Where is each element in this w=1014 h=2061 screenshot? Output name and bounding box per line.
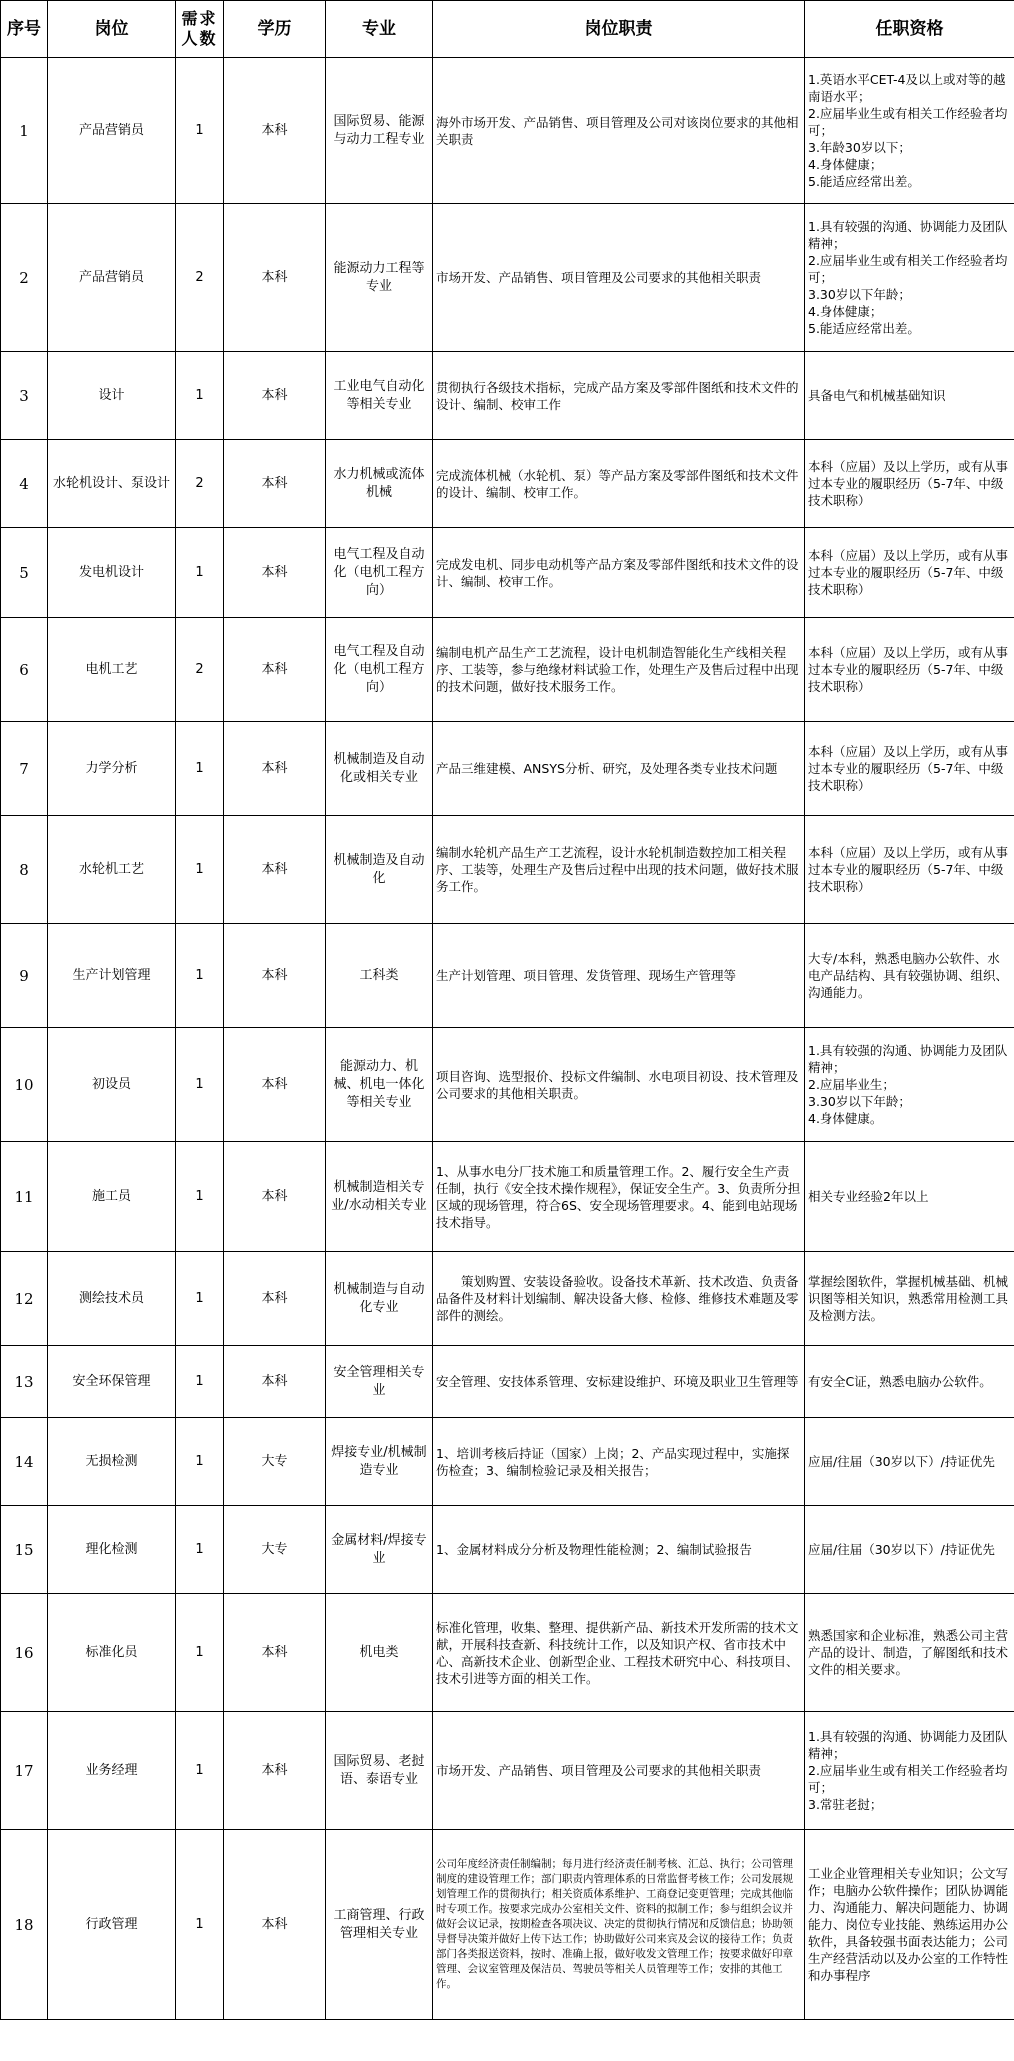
qualification-line: 4.身体健康。 bbox=[808, 1111, 883, 1126]
qualification-line: 熟悉国家和企业标准，熟悉公司主营产品的设计、制造，了解图纸和技术文件的相关要求。 bbox=[808, 1628, 1009, 1677]
qualifications-cell bbox=[805, 618, 1014, 722]
qualification-line: 本科（应届）及以上学历，或有从事过本专业的履职经历（5-7年、中级技术职称） bbox=[808, 845, 1009, 894]
seq-cell: 17 bbox=[1, 1712, 48, 1830]
qualifications-cell bbox=[805, 204, 1014, 352]
seq-cell: 9 bbox=[1, 924, 48, 1028]
header-education: 学历 bbox=[224, 1, 326, 58]
seq-cell: 3 bbox=[1, 352, 48, 440]
qualifications-cell bbox=[805, 1418, 1014, 1506]
qualification-line: 有安全C证，熟悉电脑办公软件。 bbox=[808, 1374, 992, 1389]
position-cell: 初设员 bbox=[48, 1028, 176, 1142]
qualification-line: 1.英语水平CET-4及以上或对等的越南语水平； bbox=[808, 72, 1006, 104]
position-cell: 产品营销员 bbox=[48, 58, 176, 204]
table-row bbox=[1, 528, 1014, 618]
education-cell: 本科 bbox=[224, 1712, 326, 1830]
seq-cell: 6 bbox=[1, 618, 48, 722]
qualifications-cell bbox=[805, 816, 1014, 924]
education-cell: 本科 bbox=[224, 528, 326, 618]
table-row bbox=[1, 1830, 1014, 2020]
qualification-line: 应届/往届（30岁以下）/持证优先 bbox=[808, 1454, 995, 1469]
position-cell: 无损检测 bbox=[48, 1418, 176, 1506]
education-cell: 本科 bbox=[224, 1252, 326, 1346]
qualifications-cell bbox=[805, 1346, 1014, 1418]
qualifications-cell bbox=[805, 440, 1014, 528]
position-cell: 业务经理 bbox=[48, 1712, 176, 1830]
table-row bbox=[1, 1506, 1014, 1594]
count-cell: 1 bbox=[176, 1028, 224, 1142]
education-cell: 本科 bbox=[224, 618, 326, 722]
qualification-line: 3.30岁以下年龄； bbox=[808, 1094, 911, 1109]
major-cell: 水力机械或流体机械 bbox=[326, 440, 433, 528]
qualification-line: 2.应届毕业生或有相关工作经验者均可； bbox=[808, 253, 1008, 285]
qualification-line: 大专/本科，熟悉电脑办公软件、水电产品结构、具有较强协调、组织、沟通能力。 bbox=[808, 951, 1009, 1000]
education-cell: 本科 bbox=[224, 924, 326, 1028]
position-cell: 理化检测 bbox=[48, 1506, 176, 1594]
table-row bbox=[1, 1712, 1014, 1830]
table-row bbox=[1, 722, 1014, 816]
education-cell: 本科 bbox=[224, 1830, 326, 2020]
education-cell: 本科 bbox=[224, 440, 326, 528]
qualification-line: 本科（应届）及以上学历，或有从事过本专业的履职经历（5-7年、中级技术职称） bbox=[808, 459, 1009, 508]
seq-cell: 8 bbox=[1, 816, 48, 924]
education-cell: 本科 bbox=[224, 352, 326, 440]
duties-cell: 编制电机产品生产工艺流程，设计电机制造智能化生产线相关程序、工装等，参与绝缘材料试验工作，处理生产及售后过程中出现的技术问题，做好技术服务工作。 bbox=[433, 618, 805, 722]
qualifications-cell bbox=[805, 1252, 1014, 1346]
major-cell: 金属材料/焊接专业 bbox=[326, 1506, 433, 1594]
header-duties: 岗位职责 bbox=[433, 1, 805, 58]
qualification-line: 3.30岁以下年龄； bbox=[808, 287, 911, 302]
table-row bbox=[1, 924, 1014, 1028]
qualifications-cell bbox=[805, 1142, 1014, 1252]
count-cell: 1 bbox=[176, 816, 224, 924]
qualifications-cell bbox=[805, 1830, 1014, 2020]
education-cell: 本科 bbox=[224, 1028, 326, 1142]
count-cell: 1 bbox=[176, 528, 224, 618]
count-cell: 1 bbox=[176, 1346, 224, 1418]
seq-cell: 14 bbox=[1, 1418, 48, 1506]
count-cell: 2 bbox=[176, 440, 224, 528]
qualification-line: 4.身体健康； bbox=[808, 304, 883, 319]
major-cell: 电气工程及自动化（电机工程方向） bbox=[326, 618, 433, 722]
table-row bbox=[1, 1142, 1014, 1252]
duties-cell: 市场开发、产品销售、项目管理及公司要求的其他相关职责 bbox=[433, 1712, 805, 1830]
header-count: 需求人数 bbox=[176, 1, 224, 58]
seq-cell: 18 bbox=[1, 1830, 48, 2020]
qualification-line: 本科（应届）及以上学历，或有从事过本专业的履职经历（5-7年、中级技术职称） bbox=[808, 645, 1009, 694]
education-cell: 本科 bbox=[224, 204, 326, 352]
header-seq: 序号 bbox=[1, 1, 48, 58]
qualifications-cell bbox=[805, 722, 1014, 816]
table-row bbox=[1, 1028, 1014, 1142]
position-cell: 产品营销员 bbox=[48, 204, 176, 352]
position-cell: 生产计划管理 bbox=[48, 924, 176, 1028]
count-cell: 1 bbox=[176, 924, 224, 1028]
count-cell: 1 bbox=[176, 1712, 224, 1830]
education-cell: 大专 bbox=[224, 1506, 326, 1594]
qualification-line: 掌握绘图软件，掌握机械基础、机械识图等相关知识，熟悉常用检测工具及检测方法。 bbox=[808, 1274, 1009, 1323]
major-cell: 工科类 bbox=[326, 924, 433, 1028]
seq-cell: 12 bbox=[1, 1252, 48, 1346]
seq-cell: 7 bbox=[1, 722, 48, 816]
major-cell: 国际贸易、老挝语、泰语专业 bbox=[326, 1712, 433, 1830]
major-cell: 电气工程及自动化（电机工程方向） bbox=[326, 528, 433, 618]
duties-cell: 完成流体机械（水轮机、泵）等产品方案及零部件图纸和技术文件的设计、编制、校审工作。 bbox=[433, 440, 805, 528]
duties-cell: 市场开发、产品销售、项目管理及公司要求的其他相关职责 bbox=[433, 204, 805, 352]
header-major: 专业 bbox=[326, 1, 433, 58]
count-cell: 1 bbox=[176, 58, 224, 204]
qualification-line: 1.具有较强的沟通、协调能力及团队精神； bbox=[808, 1729, 1008, 1761]
table-row bbox=[1, 1346, 1014, 1418]
count-cell: 1 bbox=[176, 1252, 224, 1346]
count-cell: 1 bbox=[176, 1506, 224, 1594]
qualifications-cell bbox=[805, 352, 1014, 440]
position-cell: 水轮机设计、泵设计 bbox=[48, 440, 176, 528]
major-cell: 国际贸易、能源与动力工程专业 bbox=[326, 58, 433, 204]
qualifications-cell bbox=[805, 1712, 1014, 1830]
header-qualifications: 任职资格 bbox=[805, 1, 1014, 58]
duties-cell: 1、金属材料成分分析及物理性能检测；2、编制试验报告 bbox=[433, 1506, 805, 1594]
count-cell: 1 bbox=[176, 1830, 224, 2020]
qualification-line: 本科（应届）及以上学历，或有从事过本专业的履职经历（5-7年、中级技术职称） bbox=[808, 548, 1009, 597]
duties-cell: 标准化管理，收集、整理、提供新产品、新技术开发所需的技术文献，开展科技查新、科技统计工作，以及知识产权、省市技术中心、高新技术企业、创新型企业、工程技术研究中心、科技项目、技术引进等方面的相关工作。 bbox=[433, 1594, 805, 1712]
qualifications-cell bbox=[805, 1506, 1014, 1594]
seq-cell: 1 bbox=[1, 58, 48, 204]
major-cell: 机械制造与自动化专业 bbox=[326, 1252, 433, 1346]
major-cell: 工业电气自动化等相关专业 bbox=[326, 352, 433, 440]
qualification-line: 2.应届毕业生； bbox=[808, 1077, 895, 1092]
education-cell: 本科 bbox=[224, 1346, 326, 1418]
qualifications-cell bbox=[805, 1028, 1014, 1142]
seq-cell: 5 bbox=[1, 528, 48, 618]
qualification-line: 3.年龄30岁以下； bbox=[808, 140, 911, 155]
qualification-line: 1.具有较强的沟通、协调能力及团队精神； bbox=[808, 219, 1008, 251]
qualification-line: 工业企业管理相关专业知识；公文写作；电脑办公软件操作；团队协调能力、沟通能力、解决问题能力、协调能力、岗位专业技能、熟练运用办公软件，具备较强书面表达能力；公司生产经营活动以及办公室的工作特性和办事程序 bbox=[808, 1866, 1009, 1983]
major-cell: 工商管理、行政管理相关专业 bbox=[326, 1830, 433, 2020]
qualification-line: 本科（应届）及以上学历，或有从事过本专业的履职经历（5-7年、中级技术职称） bbox=[808, 744, 1009, 793]
count-cell: 1 bbox=[176, 1142, 224, 1252]
header-position: 岗位 bbox=[48, 1, 176, 58]
qualification-line: 4.身体健康； bbox=[808, 157, 883, 172]
major-cell: 机械制造相关专业/水动相关专业 bbox=[326, 1142, 433, 1252]
count-cell: 1 bbox=[176, 1418, 224, 1506]
qualifications-cell bbox=[805, 1594, 1014, 1712]
major-cell: 机械制造及自动化或相关专业 bbox=[326, 722, 433, 816]
major-cell: 焊接专业/机械制造专业 bbox=[326, 1418, 433, 1506]
education-cell: 本科 bbox=[224, 1594, 326, 1712]
count-cell: 1 bbox=[176, 1594, 224, 1712]
seq-cell: 16 bbox=[1, 1594, 48, 1712]
duties-cell: 产品三维建模、ANSYS分析、研究，及处理各类专业技术问题 bbox=[433, 722, 805, 816]
education-cell: 本科 bbox=[224, 722, 326, 816]
qualifications-cell bbox=[805, 528, 1014, 618]
position-cell: 标准化员 bbox=[48, 1594, 176, 1712]
table-row bbox=[1, 58, 1014, 204]
position-cell: 设计 bbox=[48, 352, 176, 440]
position-cell: 安全环保管理 bbox=[48, 1346, 176, 1418]
header-row bbox=[1, 1, 1014, 58]
table-row bbox=[1, 204, 1014, 352]
count-cell: 1 bbox=[176, 352, 224, 440]
education-cell: 大专 bbox=[224, 1418, 326, 1506]
duties-cell: 1、从事水电分厂技术施工和质量管理工作。2、履行安全生产责任制，执行《安全技术操作规程》，保证安全生产。3、负责所分担区域的现场管理，符合6S、安全现场管理要求。4、能到电站现场技术指导。 bbox=[433, 1142, 805, 1252]
major-cell: 安全管理相关专业 bbox=[326, 1346, 433, 1418]
education-cell: 本科 bbox=[224, 1142, 326, 1252]
qualification-line: 2.应届毕业生或有相关工作经验者均可； bbox=[808, 1763, 1008, 1795]
qualification-line: 5.能适应经常出差。 bbox=[808, 321, 920, 336]
position-cell: 电机工艺 bbox=[48, 618, 176, 722]
position-cell: 水轮机工艺 bbox=[48, 816, 176, 924]
qualifications-cell bbox=[805, 58, 1014, 204]
table-row bbox=[1, 1252, 1014, 1346]
duties-cell: 完成发电机、同步电动机等产品方案及零部件图纸和技术文件的设计、编制、校审工作。 bbox=[433, 528, 805, 618]
seq-cell: 13 bbox=[1, 1346, 48, 1418]
major-cell: 机械制造及自动化 bbox=[326, 816, 433, 924]
duties-cell: 公司年度经济责任制编制；每月进行经济责任制考核、汇总、执行；公司管理制度的建设管理工作；部门职责内管理体系的日常监督考核工作；公司发展规划管理工作的贯彻执行；相关资质体系维护、工商登记变更管理；完成其他临时专项工作。按要求完成办公室相关文件、资料的拟制工作；参与组织会议并做好会议记录，按期检查各项决议、决定的贯彻执行情况和反馈信息；协助领导督导决策并做好上传下达工作；协助做好公司来宾及会议的接待工作；负责部门各类报送资料，按时、准确上报，做好收发文管理工作；按要求做好印章管理、会议室管理及保洁员、驾驶员等相关人员管理等工作；安排的其他工作。 bbox=[433, 1830, 805, 2020]
position-cell: 行政管理 bbox=[48, 1830, 176, 2020]
duties-cell: 海外市场开发、产品销售、项目管理及公司对该岗位要求的其他相关职责 bbox=[433, 58, 805, 204]
seq-cell: 15 bbox=[1, 1506, 48, 1594]
table-row bbox=[1, 816, 1014, 924]
table-row bbox=[1, 1594, 1014, 1712]
duties-cell: 安全管理、安技体系管理、安标建设维护、环境及职业卫生管理等 bbox=[433, 1346, 805, 1418]
seq-cell: 2 bbox=[1, 204, 48, 352]
major-cell: 机电类 bbox=[326, 1594, 433, 1712]
seq-cell: 11 bbox=[1, 1142, 48, 1252]
major-cell: 能源动力、机械、机电一体化等相关专业 bbox=[326, 1028, 433, 1142]
duties-cell: 1、培训考核后持证（国家）上岗；2、产品实现过程中，实施探伤检查；3、编制检验记录及相关报告； bbox=[433, 1418, 805, 1506]
table-row bbox=[1, 440, 1014, 528]
position-cell: 发电机设计 bbox=[48, 528, 176, 618]
qualifications-cell bbox=[805, 924, 1014, 1028]
qualification-line: 具备电气和机械基础知识 bbox=[808, 388, 946, 403]
position-cell: 施工员 bbox=[48, 1142, 176, 1252]
seq-cell: 10 bbox=[1, 1028, 48, 1142]
position-cell: 力学分析 bbox=[48, 722, 176, 816]
qualification-line: 1.具有较强的沟通、协调能力及团队精神； bbox=[808, 1043, 1008, 1075]
qualification-line: 5.能适应经常出差。 bbox=[808, 174, 920, 189]
major-cell: 能源动力工程等专业 bbox=[326, 204, 433, 352]
qualification-line: 3.常驻老挝； bbox=[808, 1797, 883, 1812]
position-cell: 测绘技术员 bbox=[48, 1252, 176, 1346]
duties-cell: 策划购置、安装设备验收。设备技术革新、技术改造、负责备品备件及材料计划编制、解决设备大修、检修、维修技术难题及零部件的测绘。 bbox=[433, 1252, 805, 1346]
table-row bbox=[1, 618, 1014, 722]
education-cell: 本科 bbox=[224, 816, 326, 924]
duties-cell: 项目咨询、选型报价、投标文件编制、水电项目初设、技术管理及公司要求的其他相关职责。 bbox=[433, 1028, 805, 1142]
duties-cell: 生产计划管理、项目管理、发货管理、现场生产管理等 bbox=[433, 924, 805, 1028]
table-row bbox=[1, 352, 1014, 440]
qualification-line: 相关专业经验2年以上 bbox=[808, 1189, 929, 1204]
table-row bbox=[1, 1418, 1014, 1506]
duties-cell: 贯彻执行各级技术指标，完成产品方案及零部件图纸和技术文件的设计、编制、校审工作 bbox=[433, 352, 805, 440]
duties-cell: 编制水轮机产品生产工艺流程，设计水轮机制造数控加工相关程序、工装等，处理生产及售后过程中出现的技术问题，做好技术服务工作。 bbox=[433, 816, 805, 924]
count-cell: 2 bbox=[176, 618, 224, 722]
count-cell: 1 bbox=[176, 722, 224, 816]
qualification-line: 应届/往届（30岁以下）/持证优先 bbox=[808, 1542, 995, 1557]
qualification-line: 2.应届毕业生或有相关工作经验者均可； bbox=[808, 106, 1008, 138]
seq-cell: 4 bbox=[1, 440, 48, 528]
count-cell: 2 bbox=[176, 204, 224, 352]
education-cell: 本科 bbox=[224, 58, 326, 204]
